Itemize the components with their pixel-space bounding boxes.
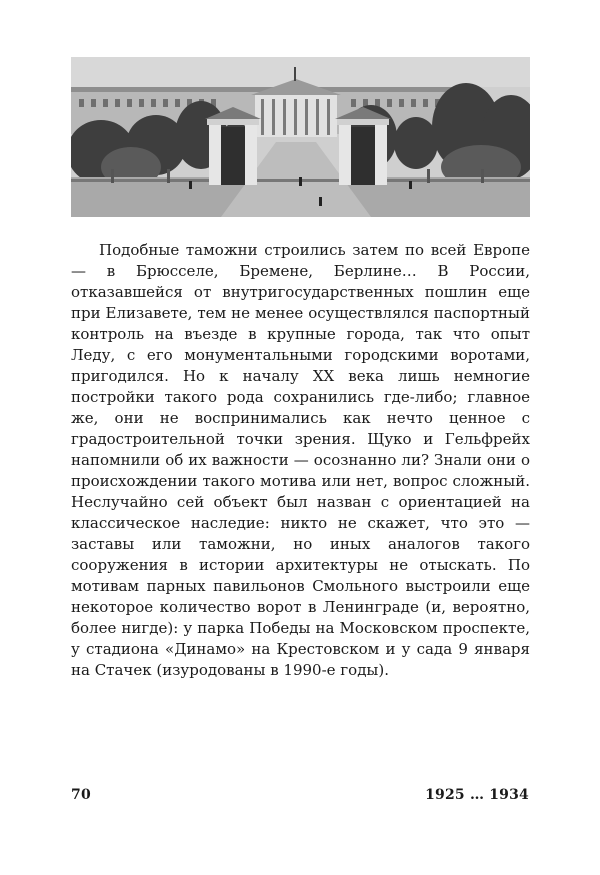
page-number: 70 (71, 787, 91, 803)
running-title: 1925 … 1934 (425, 787, 529, 803)
body-paragraph: Подобные таможни строились затем по всей Европе — в Брюсселе, Бремене, Берлине… В России, отказавшейся от внутригосударственных пошлин еще при Елизавете, тем не менее осуществлялся паспортный контроль на въезде в крупные города, так что опыт Леду, с его монументальными городскими воротами, пригодился. Но к началу XX века лишь немногие постройки такого рода сохранились где-либо; главное же, они не воспринимались как нечто ценное с градостроительной точки зрения. Щуко и Гельфрейх напомнили об их важности — осознанно ли? Знали они о происхождении такого мотива или нет, вопрос сложный. Неслучайно сей объект был назван с ориентацией на классическое наследие: никто не скажет, что это — заставы или таможни, но иных аналогов такого сооружения в истории архитектуры не отыскать. По мотивам парных павильонов Смольного выстроили еще некоторое количество ворот в Ленинграде (и, вероятно, более нигде): у парка Победы на Московском проспекте, у стадиона «Динамо» на Крестовском и у сада 9 января на Стачек (изуродованы в 1990-е годы). (71, 241, 530, 679)
smolny-gates-photo (71, 57, 530, 217)
